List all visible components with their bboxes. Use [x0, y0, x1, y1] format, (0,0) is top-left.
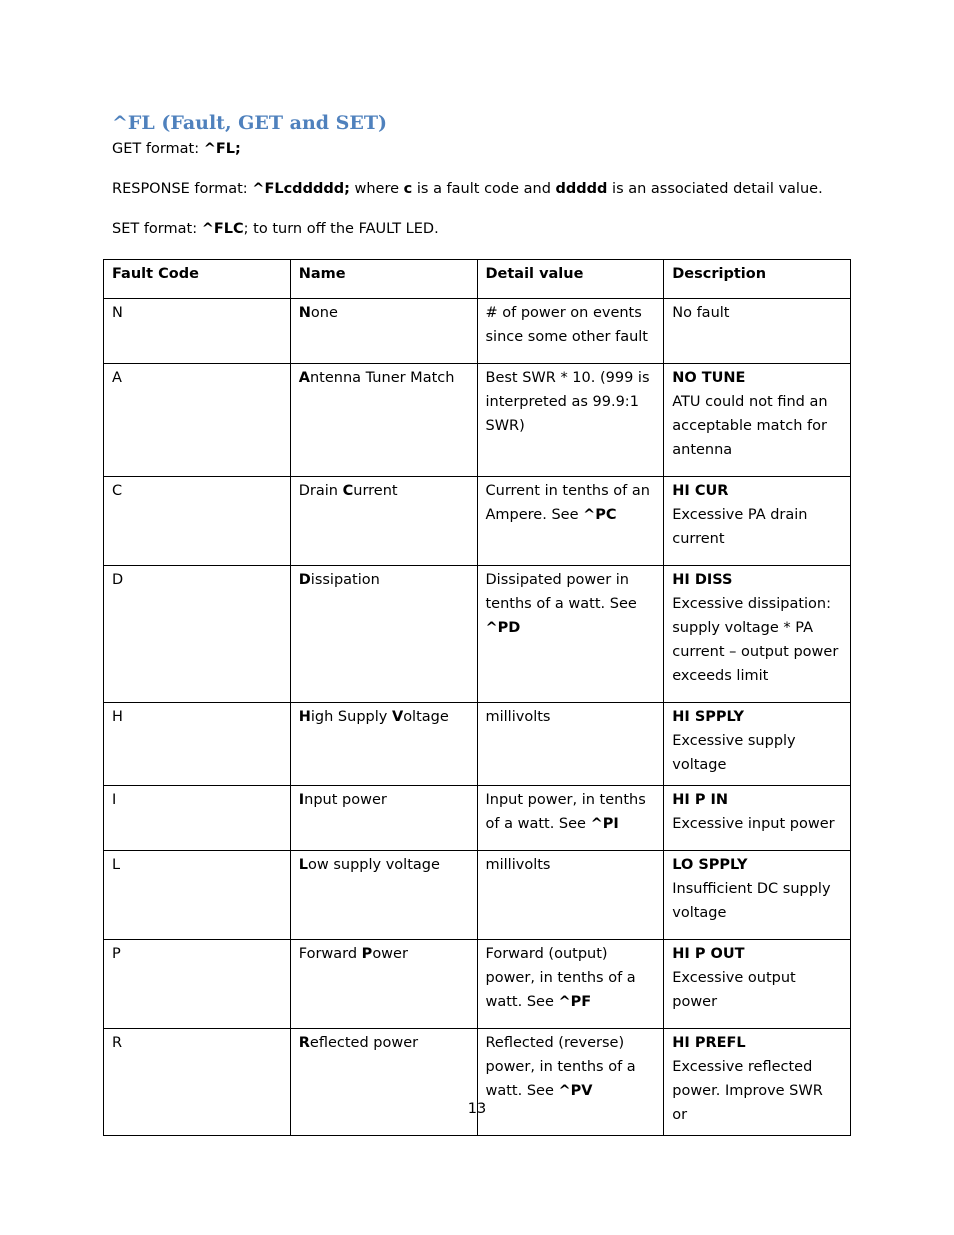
- table-row: [104, 940, 851, 1029]
- fault-code-table: [103, 259, 851, 1136]
- name-initial: C: [342, 483, 354, 499]
- detail-text: # of power on events since some other fault: [485, 305, 648, 345]
- detail-text: Forward (output) power, in tenths of a watt. See: [485, 946, 636, 1010]
- cell-fault-code: C: [104, 477, 291, 566]
- response-format-text: is a fault code and: [412, 181, 556, 197]
- description-title: NO TUNE: [672, 370, 746, 386]
- cell-name: [290, 566, 477, 703]
- detail-reference: ^PC: [583, 507, 617, 523]
- detail-text: Dissipated power in tenths of a watt. See: [485, 572, 637, 612]
- cell-description: [664, 851, 851, 940]
- description-title: LO SPPLY: [672, 857, 748, 873]
- response-format-line: [112, 181, 823, 197]
- header-fault-code: Fault Code: [104, 260, 291, 299]
- cell-fault-code: N: [104, 299, 291, 364]
- table-header-row: [104, 260, 851, 299]
- detail-reference: ^PD: [485, 620, 521, 636]
- cell-description: [664, 786, 851, 851]
- response-format-text: is an associated detail value.: [607, 181, 823, 197]
- description-title: HI P IN: [672, 792, 729, 808]
- set-format-code: ^FLC: [201, 221, 244, 237]
- name-text: issipation: [310, 572, 380, 588]
- detail-text: millivolts: [485, 709, 551, 725]
- cell-name: [290, 703, 477, 786]
- detail-reference: ^PF: [558, 994, 592, 1010]
- cell-description: [664, 477, 851, 566]
- description-title: HI CUR: [672, 483, 729, 499]
- cell-description: [664, 940, 851, 1029]
- cell-description: [664, 566, 851, 703]
- description-text: ATU could not find an acceptable match for antenna: [672, 394, 828, 458]
- detail-text: Reflected (reverse) power, in tenths of a watt. See: [485, 1035, 636, 1099]
- detail-text: Input power, in tenths of a watt. See: [485, 792, 646, 832]
- description-text: Excessive output power: [672, 970, 796, 1010]
- cell-name: [290, 940, 477, 1029]
- name-initial: L: [298, 857, 308, 873]
- cell-description: [664, 364, 851, 477]
- description-title: HI SPPLY: [672, 709, 745, 725]
- set-format-label: SET format:: [112, 221, 202, 237]
- cell-description: [664, 299, 851, 364]
- table-row: [104, 566, 851, 703]
- get-format-line: [112, 141, 241, 157]
- description-text: Excessive PA drain current: [672, 507, 808, 547]
- name-text: Forward: [298, 946, 362, 962]
- description-text: Excessive input power: [672, 816, 835, 832]
- table-row: [104, 477, 851, 566]
- name-text: nput power: [304, 792, 387, 808]
- cell-name: [290, 786, 477, 851]
- detail-text: Best SWR * 10. (999 is interpreted as 99.9:1 SWR): [485, 370, 650, 434]
- cell-detail-value: [477, 364, 664, 477]
- cell-name: [290, 299, 477, 364]
- name-text: oltage: [403, 709, 449, 725]
- name-initial: D: [298, 572, 311, 588]
- cell-detail-value: [477, 940, 664, 1029]
- cell-name: [290, 477, 477, 566]
- page-number: 13: [467, 1101, 487, 1117]
- name-text: igh Supply: [310, 709, 392, 725]
- description-title: HI PREFL: [672, 1035, 746, 1051]
- cell-detail-value: [477, 786, 664, 851]
- response-format-label: RESPONSE format:: [112, 181, 253, 197]
- description-title: HI P OUT: [672, 946, 745, 962]
- name-initial: I: [298, 792, 305, 808]
- description-text: Excessive dissipation: supply voltage * PA current – output power exceeds limit: [672, 596, 839, 684]
- detail-text: Current in tenths of an Ampere. See: [485, 483, 650, 523]
- table-row: [104, 851, 851, 940]
- set-format-line: [112, 221, 439, 237]
- name-initial: A: [298, 370, 310, 386]
- cell-detail-value: [477, 703, 664, 786]
- cell-name: [290, 851, 477, 940]
- set-format-text: ; to turn off the FAULT LED.: [243, 221, 439, 237]
- response-format-text: where: [349, 181, 404, 197]
- detail-reference: ^PV: [558, 1083, 593, 1099]
- description-text: Insufficient DC supply voltage: [672, 881, 831, 921]
- response-format-d: ddddd: [555, 181, 608, 197]
- cell-detail-value: [477, 1029, 664, 1136]
- cell-fault-code: D: [104, 566, 291, 703]
- table-row: [104, 364, 851, 477]
- header-detail-value: Detail value: [477, 260, 664, 299]
- cell-description: [664, 1029, 851, 1136]
- description-text: No fault: [672, 305, 730, 321]
- name-text: ower: [372, 946, 408, 962]
- cell-fault-code: P: [104, 940, 291, 1029]
- name-text: eflected power: [309, 1035, 419, 1051]
- name-text: ow supply voltage: [308, 857, 440, 873]
- cell-fault-code: A: [104, 364, 291, 477]
- description-title: HI DISS: [672, 572, 733, 588]
- get-format-label: GET format:: [112, 141, 204, 157]
- table-row: [104, 299, 851, 364]
- description-text: Excessive reflected power. Improve SWR or: [672, 1059, 823, 1123]
- cell-fault-code: H: [104, 703, 291, 786]
- cell-fault-code: I: [104, 786, 291, 851]
- name-initial: P: [361, 946, 373, 962]
- cell-fault-code: L: [104, 851, 291, 940]
- description-text: Excessive supply voltage: [672, 733, 796, 773]
- cell-detail-value: [477, 299, 664, 364]
- name-initial: V: [391, 709, 404, 725]
- get-format-code: ^FL;: [203, 141, 241, 157]
- response-format-c: c: [403, 181, 413, 197]
- name-initial: H: [298, 709, 311, 725]
- cell-detail-value: [477, 851, 664, 940]
- cell-name: [290, 1029, 477, 1136]
- table-row: [104, 786, 851, 851]
- name-text: ntenna Tuner Match: [309, 370, 455, 386]
- cell-fault-code: R: [104, 1029, 291, 1136]
- header-name: Name: [290, 260, 477, 299]
- section-heading: ^FL (Fault, GET and SET): [112, 112, 387, 134]
- name-text: Drain: [298, 483, 343, 499]
- cell-name: [290, 364, 477, 477]
- name-text: urrent: [353, 483, 398, 499]
- detail-reference: ^PI: [590, 816, 619, 832]
- table-row: [104, 1029, 851, 1136]
- header-description: Description: [664, 260, 851, 299]
- name-initial: N: [298, 305, 311, 321]
- cell-detail-value: [477, 477, 664, 566]
- name-initial: R: [298, 1035, 310, 1051]
- name-text: one: [310, 305, 338, 321]
- cell-description: [664, 703, 851, 786]
- response-format-code: ^FLcddddd;: [252, 181, 350, 197]
- cell-detail-value: [477, 566, 664, 703]
- table-row: [104, 703, 851, 786]
- detail-text: millivolts: [485, 857, 551, 873]
